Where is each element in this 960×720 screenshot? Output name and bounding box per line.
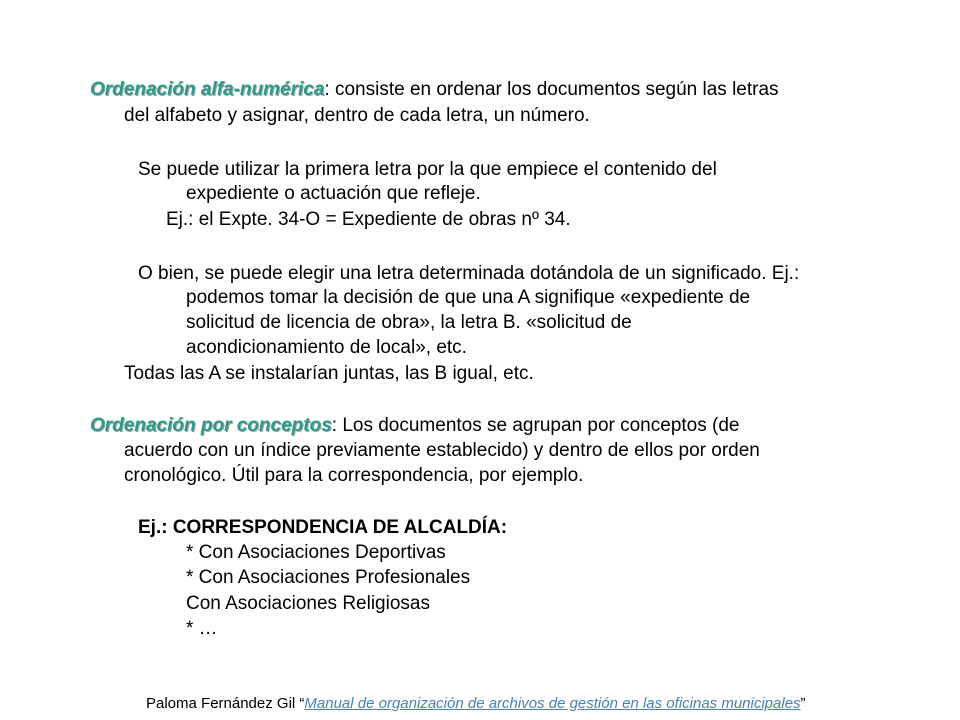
section1-definition-start: : consiste en ordenar los documentos según las letras [324,79,779,100]
section1-para2-line2: podemos tomar la decisión de que una A signifique «expediente de [186,287,751,308]
section2-definition-cont1: acuerdo con un índice previamente establecido) y dentro de ellos por orden [124,440,760,461]
section2-term: Ordenación por conceptos [90,415,332,436]
section1-definition-cont: del alfabeto y asignar, dentro de cada letra, un número. [124,105,590,126]
section2-item: * Con Asociaciones Deportivas [186,542,446,563]
section2-item: Con Asociaciones Religiosas [186,593,430,614]
section1-para2-line4: acondicionamiento de local», etc. [186,337,467,358]
section1-para2-line1: O bien, se puede elegir una letra determinada dotándola de un significado. Ej.: [138,263,800,284]
section2-item: * … [186,618,218,639]
footer-open-quote: “ [299,695,305,712]
section1-para1-line1: Se puede utilizar la primera letra por la que empiece el contenido del [138,159,717,180]
section2-definition-cont2: cronológico. Útil para la correspondencia, por ejemplo. [124,465,584,486]
footer-citation [146,695,806,713]
section2-first-line [90,414,739,438]
section1-para3: Todas las A se instalarían juntas, las B igual, etc. [124,363,534,384]
section2-example-heading: Ej.: CORRESPONDENCIA DE ALCALDÍA: [138,517,508,538]
section2-definition-start: : Los documentos se agrupan por conceptos (de [331,415,740,436]
footer-close-quote: ” [800,695,806,712]
footer-manual-link[interactable]: Manual de organización de archivos de gestión en las oficinas municipales [304,695,801,712]
section2-item: * Con Asociaciones Profesionales [186,567,471,588]
section1-para1-line2: expediente o actuación que refleje. [186,183,481,204]
section1-term: Ordenación alfa-numérica [90,79,325,100]
footer-author: Paloma Fernández Gil [146,695,300,712]
section1-example1: Ej.: el Expte. 34-O = Expediente de obras nº 34. [166,209,571,230]
section1-para2-line3: solicitud de licencia de obra», la letra B. «solicitud de [186,312,632,333]
section1-first-line [90,78,779,102]
